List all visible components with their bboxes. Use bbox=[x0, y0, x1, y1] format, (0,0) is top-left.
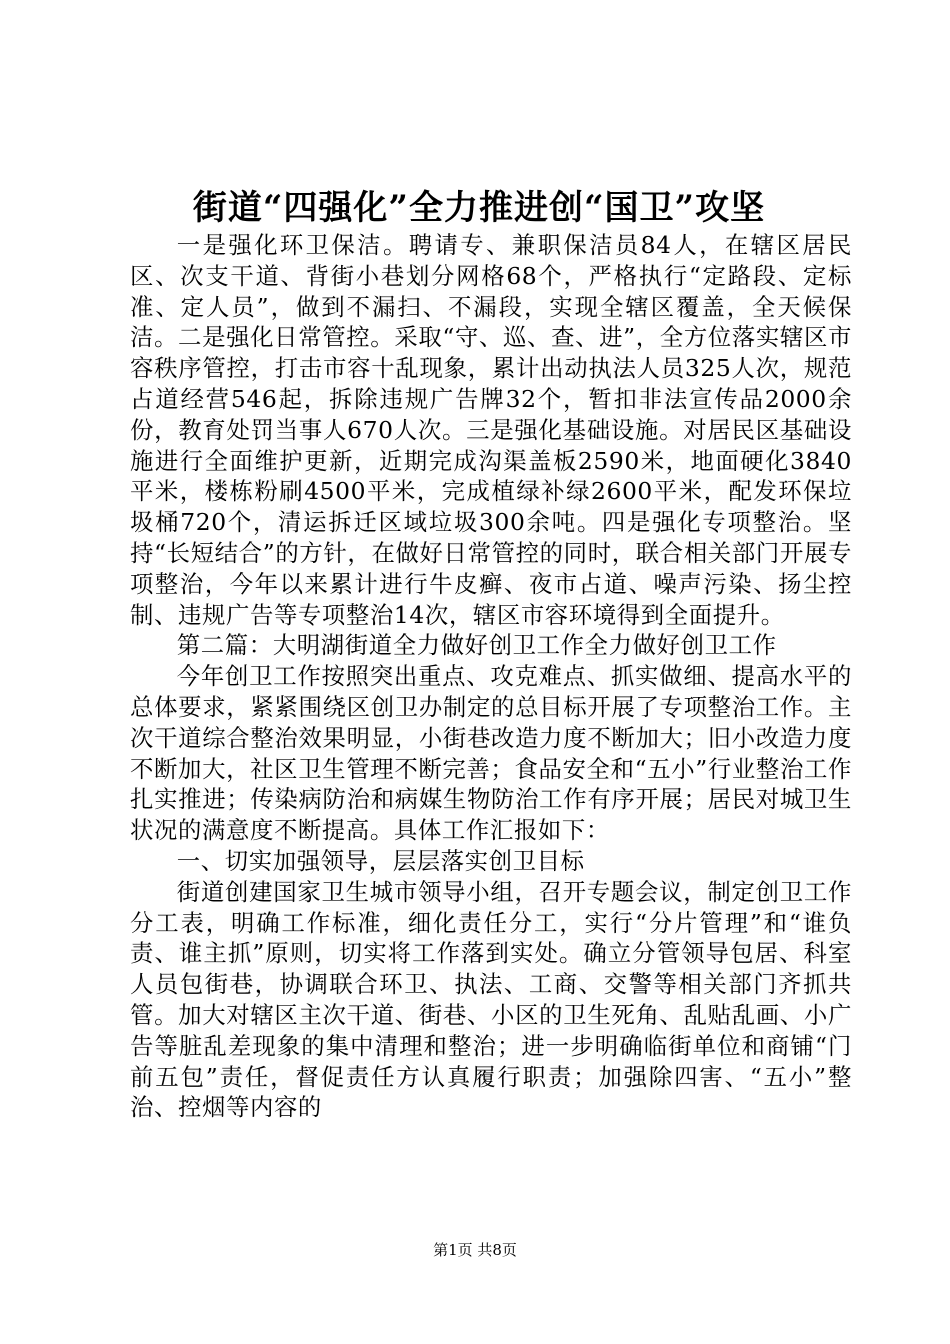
section-heading-1: 一、切实加强领导，层层落实创卫目标 bbox=[176, 846, 585, 875]
document-title: 街道“四强化”全力推进创“国卫”攻坚 bbox=[192, 188, 766, 228]
document-body bbox=[130, 230, 852, 1123]
paragraph-second-article-heading: 第二篇：大明湖街道全力做好创卫工作全力做好创卫工作 bbox=[176, 631, 777, 660]
paragraph-intro: 今年创卫工作按照突出重点、攻克难点、抓实做细、提高水平的总体要求，紧紧围绕区创卫办制定的总目标开展了专项整治工作。主次干道综合整治效果明显，小街巷改造力度不断加大；旧小改造力度不断加大，社区卫生管理不断完善；食品安全和“五小”行业整治工作扎实推进；传染病防治和病媒生物防治工作有序开展；居民对城卫生状况的满意度不断提高。具体工作汇报如下： bbox=[130, 662, 852, 845]
page-number-footer: 第1页 共8页 bbox=[433, 1241, 517, 1259]
paragraph-leadership: 街道创建国家卫生城市领导小组，召开专题会议，制定创卫工作分工表，明确工作标准，细化责任分工，实行“分片管理”和“谁负责、谁主抓”原则，切实将工作落到实处。确立分管领导包居、科室人员包街巷，协调联合环卫、执法、工商、交警等相关部门齐抓共管。加大对辖区主次干道、街巷、小区的卫生死角、乱贴乱画、小广告等脏乱差现象的集中清理和整治；进一步明确临街单位和商铺“门前五包”责任，督促责任方认真履行职责；加强除四害、“五小”整治、控烟等内容的 bbox=[130, 877, 852, 1122]
paragraph-four-strengthen: 一是强化环卫保洁。聘请专、兼职保洁员84人，在辖区居民区、次支干道、背街小巷划分网格68个，严格执行“定路段、定标准、定人员”，做到不漏扫、不漏段，实现全辖区覆盖，全天候保洁。二是强化日常管控。采取“守、巡、查、进”，全方位落实辖区市容秩序管控，打击市容十乱现象，累计出动执法人员325人次，规范占道经营546起，拆除违规广告牌32个，暂扣非法宣传品2000余份，教育处罚当事人670人次。三是强化基础设施。对居民区基础设施进行全面维护更新，近期完成沟渠盖板2590米，地面硬化3840平米，楼栋粉刷4500平米，完成植绿补绿2600平米，配发环保垃圾桶720个，清运拆迁区域垃圾300余吨。四是强化专项整治。坚持“长短结合”的方针，在做好日常管控的同时，联合相关部门开展专项整治，今年以来累计进行牛皮癣、夜市占道、噪声污染、扬尘控制、违规广告等专项整治14次，辖区市容环境得到全面提升。 bbox=[130, 231, 852, 629]
